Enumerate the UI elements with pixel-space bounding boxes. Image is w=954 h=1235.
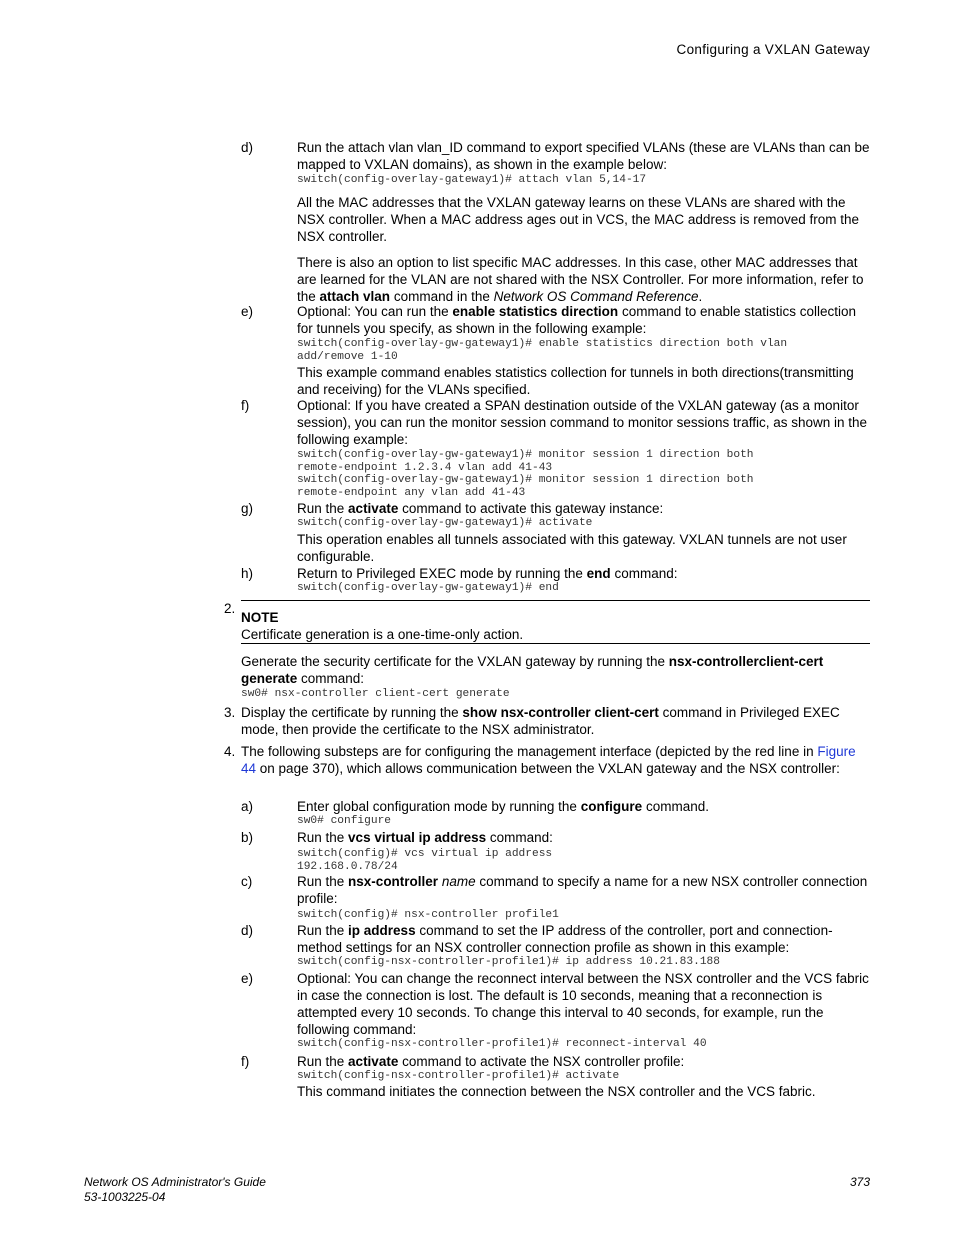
sub-a-label: a) <box>241 799 254 814</box>
sub-c-text: Run the nsx-controller name command to specify a name for a new NSX controller connection profile: <box>297 874 868 906</box>
step-2 <box>241 653 870 701</box>
sub-d-label: d) <box>241 923 254 938</box>
sub-c-label: c) <box>241 874 253 889</box>
step-3 <box>241 704 870 738</box>
step-2-text: Generate the security certificate for the VXLAN gateway by running the nsx-controllerclient-cert generate command: <box>241 654 824 686</box>
sub-f-label: f) <box>241 1054 250 1069</box>
sub-b-text: Run the vcs virtual ip address command: <box>297 830 553 845</box>
step-4 <box>241 743 870 777</box>
sub-d-text: Run the ip address command to set the IP address of the controller, port and connection-method settings for an NSX controller connection profile as shown in this example: <box>297 923 833 955</box>
sub-f-code: switch(config-nsx-controller-profile1)# activate <box>297 1070 620 1082</box>
running-header: Configuring a VXLAN Gateway <box>676 42 870 57</box>
footer-doc-number: 53-1003225-04 <box>84 1190 166 1204</box>
sub-d <box>297 922 870 969</box>
step-2-code: sw0# nsx-controller client-cert generate <box>241 688 510 700</box>
sub-e-text: Optional: You can change the reconnect interval between the NSX controller and the VCS fabric in case the connection is lost. The default is 10 seconds, meaning that a reconnection is attempted every 10 seconds. To change this interval to 40 seconds, for example, run the following command: <box>297 971 869 1037</box>
step-e-text: Optional: You can run the enable statistics direction command to enable statistics collection for tunnels you specify, as shown in the following example: <box>297 304 857 336</box>
sub-e-label: e) <box>241 971 254 986</box>
step-g-text: Run the activate command to activate this gateway instance: <box>297 501 664 516</box>
step-4-text: The following substeps are for configuring the management interface (depicted by the red line in Figure 44 on page 370), which allows communication between the VXLAN gateway and the NSX controller: <box>241 744 856 776</box>
step-d-para2: There is also an option to list specific MAC addresses. In this case, other MAC addresses that are learned for the VLAN are not shared with the NSX Controller. For more information, refer to the attach vlan command in the Network OS Command Reference. <box>297 254 864 304</box>
step-3-text: Display the certificate by running the show nsx-controller client-cert command in Privileged EXEC mode, then provide the certificate to the NSX administrator. <box>241 705 840 737</box>
step-g <box>297 500 870 565</box>
step-g-para: This operation enables all tunnels associated with this gateway. VXLAN tunnels are not user configurable. <box>297 531 847 564</box>
sub-f-text: Run the activate command to activate the NSX controller profile: <box>297 1054 685 1069</box>
step-f-code: switch(config-overlay-gw-gateway1)# monitor session 1 direction both remote-endpoint 1.2.3.4 vlan add 41-43 switch(config-overlay-gw-gateway1)# monitor session 1 direction both remote-endpoint any vlan add 41-43 <box>297 449 754 499</box>
sub-e-code: switch(config-nsx-controller-profile1)# reconnect-interval 40 <box>297 1038 707 1050</box>
sub-b-code: switch(config)# vcs virtual ip address 192.168.0.78/24 <box>297 848 553 873</box>
step-f-text: Optional: If you have created a SPAN destination outside of the VXLAN gateway (as a monitor session), you can run the monitor session command to monitor sessions traffic, as shown in the following example: <box>297 398 868 447</box>
step-d <box>297 139 870 305</box>
figure-44-link[interactable]: Figure 44 <box>241 744 856 776</box>
sub-a-text: Enter global configuration mode by running the configure command. <box>297 799 709 814</box>
sub-b-label: b) <box>241 830 254 845</box>
sub-f <box>297 1053 870 1100</box>
step-2-number: 2. <box>224 601 236 616</box>
sub-b <box>297 829 870 873</box>
step-h-code: switch(config-overlay-gw-gateway1)# end <box>297 582 559 594</box>
step-3-number: 3. <box>224 705 236 720</box>
note-top-rule <box>241 600 870 601</box>
step-e <box>297 303 870 398</box>
sub-c-code: switch(config)# nsx-controller profile1 <box>297 909 559 921</box>
sub-a-code: sw0# configure <box>297 815 391 827</box>
step-h-label: h) <box>241 566 254 581</box>
step-f-label: f) <box>241 398 250 413</box>
note-title: NOTE <box>241 610 279 625</box>
step-d-label: d) <box>241 140 254 155</box>
step-g-code: switch(config-overlay-gw-gateway1)# activate <box>297 517 593 529</box>
step-e-para: This example command enables statistics collection for tunnels in both directions(transmitting and receiving) for the VLANs specified. <box>297 365 854 398</box>
footer-guide-title: Network OS Administrator's Guide <box>84 1175 266 1189</box>
step-d-text: Run the attach vlan vlan_ID command to export specified VLANs (these are VLANs than can be mapped to VXLAN domains), as shown in the example below: <box>297 140 870 172</box>
step-h-text: Return to Privileged EXEC mode by running the end command: <box>297 566 678 581</box>
note-text: Certificate generation is a one-time-only action. <box>241 627 524 642</box>
step-d-para1: All the MAC addresses that the VXLAN gateway learns on these VLANs are shared with the NSX controller. When a MAC address ages out in VCS, the MAC address is removed from the NSX controller. <box>297 194 859 244</box>
footer-page-number: 373 <box>849 1175 870 1189</box>
sub-c <box>297 873 870 922</box>
step-e-code: switch(config-overlay-gw-gateway1)# enable statistics direction both vlan add/remove 1-10 <box>297 338 788 363</box>
note-bottom-rule <box>241 643 870 644</box>
step-d-code: switch(config-overlay-gateway1)# attach vlan 5,14-17 <box>297 174 647 186</box>
sub-e <box>297 970 870 1051</box>
step-4-number: 4. <box>224 744 236 759</box>
step-f <box>297 397 870 499</box>
sub-d-code: switch(config-nsx-controller-profile1)# ip address 10.21.83.188 <box>297 956 720 968</box>
step-g-label: g) <box>241 501 254 516</box>
step-e-label: e) <box>241 304 254 319</box>
step-h <box>297 565 870 595</box>
sub-a <box>297 798 870 828</box>
sub-f-para: This command initiates the connection between the NSX controller and the VCS fabric. <box>297 1083 816 1099</box>
